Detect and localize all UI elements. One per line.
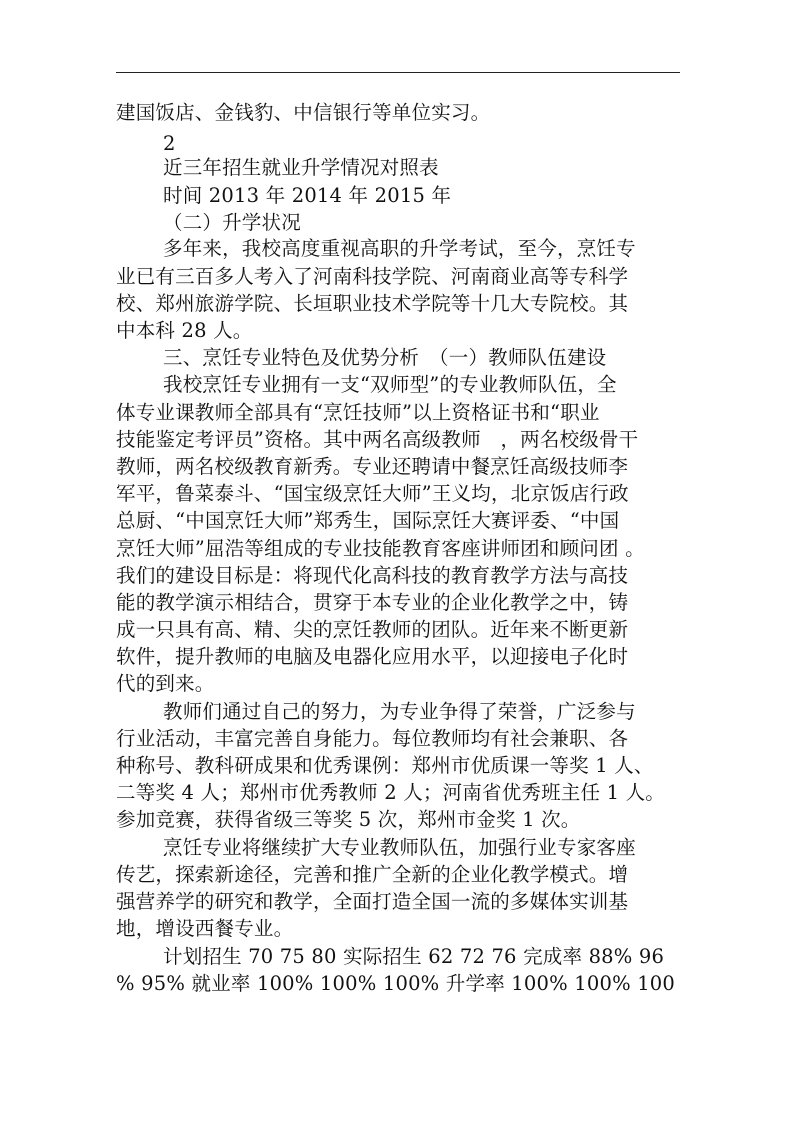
body-line: 教师们通过自己的努力，为专业争得了荣誉，广泛参与: [163, 700, 636, 723]
body-line: 教师，两名校级教育新秀。专业还聘请中餐烹饪高级技师李: [116, 455, 629, 478]
body-line: 技能鉴定考评员”资格。其中两名高级教师 ，两名校级骨干: [116, 428, 639, 451]
body-line: 我们的建设目标是：将现代化高科技的教育教学方法与高技: [116, 564, 629, 587]
body-line: 软件，提升教师的电脑及电器化应用水平，以迎接电子化时: [116, 645, 629, 668]
table-data-row: % 95% 就业率 100% 100% 100% 升学率 100% 100% 100: [116, 972, 676, 995]
body-line: 建国饭店、金钱豹、中信银行等单位实习。: [116, 101, 491, 124]
body-line: 总厨、“中国烹饪大师”郑秀生，国际烹饪大赛评委、“中国: [116, 509, 620, 532]
table-data-row: 计划招生 70 75 80 实际招生 62 72 76 完成率 88% 96: [163, 945, 665, 968]
body-line: 参加竞赛，获得省级三等奖 5 次，郑州市金奖 1 次。: [116, 808, 581, 831]
body-line: 军平，鲁菜泰斗、“国宝级烹饪大师”王义均，北京饭店行政: [116, 482, 629, 505]
body-line: 地，增设西餐专业。: [116, 917, 294, 940]
table-title: 近三年招生就业升学情况对照表: [163, 156, 439, 179]
body-line: 成一只具有高、精、尖的烹饪教师的团队。近年来不断更新: [116, 618, 629, 641]
body-line: 行业活动，丰富完善自身能力。每位教师均有社会兼职、各: [116, 727, 629, 750]
body-line: 体专业课教师全部具有“烹饪技师”以上资格证书和“职业: [116, 401, 600, 424]
body-line: 我校烹饪专业拥有一支“双师型”的专业教师队伍，全: [163, 373, 617, 396]
body-line: 种称号、教科研成果和优秀课例：郑州市优质课一等奖 1 人、: [116, 754, 654, 777]
table-header-row: 时间 2013 年 2014 年 2015 年: [163, 184, 452, 207]
body-line: 传艺，探索新途径，完善和推广全新的企业化教学模式。增: [116, 863, 629, 886]
body-line: 多年来，我校高度重视高职的升学考试，至今，烹饪专: [163, 237, 636, 260]
body-line: 代的到来。: [116, 672, 215, 695]
body-line: 烹饪大师”屈浩等组成的专业技能教育客座讲师团和顾问团 。: [116, 537, 645, 560]
page-number: 2: [163, 132, 176, 155]
body-line: 业已有三百多人考入了河南科技学院、河南商业高等专科学: [116, 265, 629, 288]
section-heading: 三、烹饪专业特色及优势分析 （一）教师队伍建设: [163, 346, 607, 369]
body-line: 二等奖 4 人；郑州市优秀教师 2 人；河南省优秀班主任 1 人。: [116, 781, 666, 804]
body-line: 校、郑州旅游学院、长垣职业技术学院等十几大专院校。其: [116, 292, 629, 315]
section-heading: （二）升学状况: [163, 211, 301, 234]
body-line: 强营养学的研究和教学，全面打造全国一流的多媒体实训基: [116, 890, 629, 913]
body-line: 中本科 28 人。: [116, 319, 253, 342]
body-line: 能的教学演示相结合，贯穿于本专业的企业化教学之中，铸: [116, 591, 629, 614]
body-line: 烹饪专业将继续扩大专业教师队伍，加强行业专家客座: [163, 836, 636, 859]
